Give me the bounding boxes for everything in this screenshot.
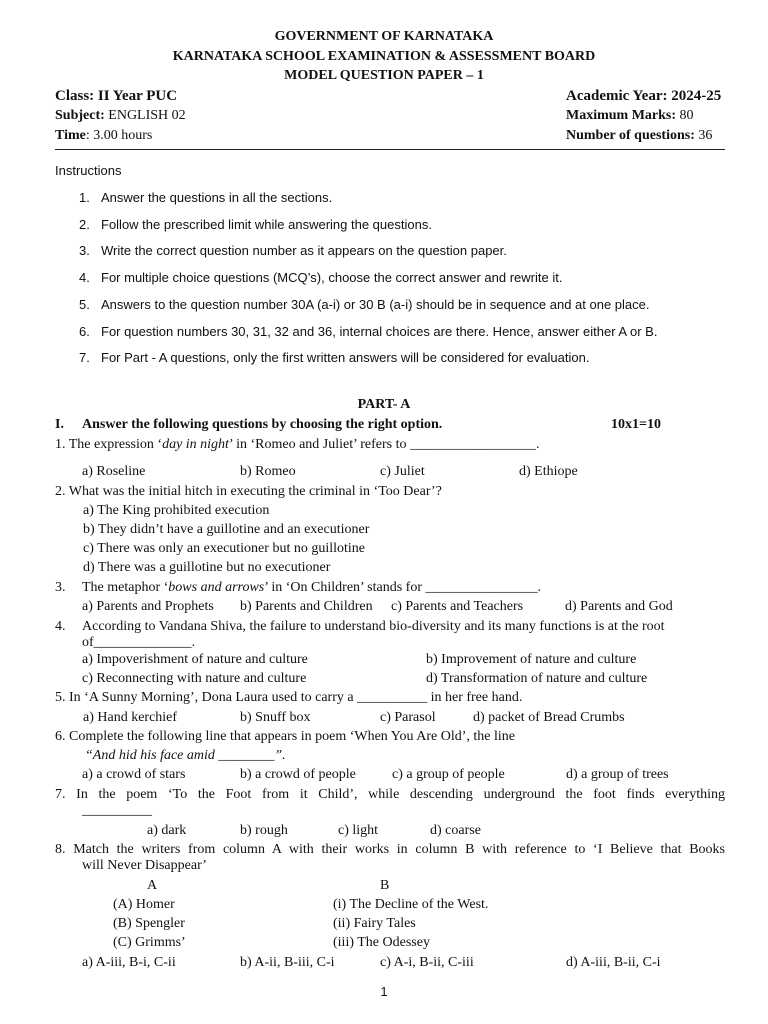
subject-value: ENGLISH 02 <box>108 108 186 123</box>
time-label: Time <box>55 128 86 143</box>
class-value: II Year PUC <box>97 88 178 104</box>
q5-option-a: a) Hand kerchief <box>83 710 178 725</box>
header-paper-title: MODEL QUESTION PAPER – 1 <box>284 68 484 83</box>
q2-option-d: d) There was a guillotine but no executioner <box>83 560 331 575</box>
match-row-2-b: (ii) Fairy Tales <box>333 916 416 931</box>
column-a-heading: A <box>147 878 158 893</box>
subject-info <box>55 108 186 124</box>
question-6: 6. Complete the following line that appears in poem ‘When You Are Old’, the line <box>55 729 515 744</box>
questions-count-label: Number of questions: <box>566 128 699 143</box>
marks-label: Maximum Marks: <box>566 108 680 123</box>
instruction-4-num: 4. <box>79 270 90 285</box>
match-row-2-a: (B) Spengler <box>113 916 185 931</box>
instruction-6-text: For question numbers 30, 31, 32 and 36, internal choices are there. Hence, answer either A or B. <box>101 324 658 339</box>
instruction-5-num: 5. <box>79 297 90 312</box>
q2-option-b: b) They didn’t have a guillotine and an executioner <box>83 522 370 537</box>
class-info <box>55 88 177 104</box>
q2-option-a: a) The King prohibited execution <box>83 503 270 518</box>
instruction-1-num: 1. <box>79 190 90 205</box>
question-8-line-2: will Never Disappear’ <box>82 858 207 873</box>
year-label: Academic Year: <box>566 88 672 104</box>
q7-option-c: c) light <box>338 823 379 838</box>
question-3-number: 3. <box>55 580 66 595</box>
question-3-pre: The metaphor ‘ <box>82 580 169 595</box>
question-3-post: ’ in ‘On Children’ stands for ________________. <box>264 580 541 595</box>
year-info <box>566 88 721 104</box>
time-info <box>55 128 152 144</box>
match-row-3-a: (C) Grimms’ <box>113 935 186 950</box>
instruction-7-num: 7. <box>79 350 90 365</box>
question-3-emphasis: bows and arrows <box>168 580 265 595</box>
q3-option-c: c) Parents and Teachers <box>391 599 524 614</box>
question-1-emphasis: day in night <box>162 437 229 452</box>
question-7-blank: __________ <box>82 803 152 818</box>
instruction-5-text: Answers to the question number 30A (a-i) or 30 B (a-i) should be in sequence and at one place. <box>101 297 650 312</box>
question-4-line-1: According to Vandana Shiva, the failure to understand bio-diversity and its many functions is at the root <box>82 619 665 634</box>
instruction-6-num: 6. <box>79 324 90 339</box>
question-1 <box>55 437 540 453</box>
subject-label: Subject: <box>55 108 109 123</box>
q4-option-c: c) Reconnecting with nature and culture <box>82 671 307 686</box>
section-number: I. <box>55 417 64 432</box>
question-1-post: ’ in ‘Romeo and Juliet’ refers to __________________. <box>228 437 540 452</box>
q3-option-d: d) Parents and God <box>565 599 673 614</box>
question-3 <box>82 580 541 596</box>
instructions-title: Instructions <box>55 163 122 178</box>
q3-option-a: a) Parents and Prophets <box>82 599 214 614</box>
question-7-line-1: 7. In the poem ‘To the Foot from it Child’, while descending underground the foot finds everything <box>55 787 725 802</box>
instruction-3-text: Write the correct question number as it appears on the question paper. <box>101 243 507 258</box>
questions-count-info <box>566 128 712 144</box>
question-4-number: 4. <box>55 619 66 634</box>
marks-value: 80 <box>679 108 694 123</box>
part-a-title: PART- A <box>357 397 411 412</box>
instruction-4-text: For multiple choice questions (MCQ’s), choose the correct answer and rewrite it. <box>101 270 563 285</box>
questions-count-value: 36 <box>698 128 713 143</box>
q3-option-b: b) Parents and Children <box>240 599 373 614</box>
instruction-3-num: 3. <box>79 243 90 258</box>
question-5: 5. In ‘A Sunny Morning’, Dona Laura used to carry a __________ in her free hand. <box>55 690 523 705</box>
question-2: 2. What was the initial hitch in executing the criminal in ‘Too Dear’? <box>55 484 442 499</box>
q8-option-a: a) A-iii, B-i, C-ii <box>82 955 176 970</box>
q7-option-d: d) coarse <box>430 823 481 838</box>
q4-option-a: a) Impoverishment of nature and culture <box>82 652 308 667</box>
marks-info <box>566 108 694 124</box>
q5-option-b: b) Snuff box <box>240 710 311 725</box>
column-b-heading: B <box>380 878 390 893</box>
q4-option-b: b) Improvement of nature and culture <box>426 652 637 667</box>
q5-option-d: d) packet of Bread Crumbs <box>473 710 625 725</box>
match-row-1-b: (i) The Decline of the West. <box>333 897 489 912</box>
q6-option-c: c) a group of people <box>392 767 505 782</box>
q5-option-c: c) Parasol <box>380 710 436 725</box>
question-1-pre: 1. The expression ‘ <box>55 437 163 452</box>
q7-option-a: a) dark <box>147 823 187 838</box>
q2-option-c: c) There was only an executioner but no guillotine <box>83 541 365 556</box>
year-value: 2024-25 <box>671 88 722 104</box>
header-board: KARNATAKA SCHOOL EXAMINATION & ASSESSMENT BOARD <box>172 49 596 64</box>
instruction-2-num: 2. <box>79 217 90 232</box>
q7-option-b: b) rough <box>240 823 288 838</box>
page-number: 1 <box>380 984 388 999</box>
q1-option-c: c) Juliet <box>380 464 425 479</box>
instruction-1-text: Answer the questions in all the sections. <box>101 190 333 205</box>
match-row-3-b: (iii) The Odessey <box>333 935 430 950</box>
q1-option-d: d) Ethiope <box>519 464 578 479</box>
q8-option-b: b) A-ii, B-iii, C-i <box>240 955 335 970</box>
header-government: GOVERNMENT OF KARNATAKA <box>274 29 494 44</box>
header-divider <box>55 149 725 150</box>
time-value: : 3.00 hours <box>85 128 153 143</box>
instruction-7-text: For Part - A questions, only the first written answers will be considered for evaluation. <box>101 350 590 365</box>
q8-option-d: d) A-iii, B-ii, C-i <box>566 955 661 970</box>
q1-option-a: a) Roseline <box>82 464 146 479</box>
q4-option-d: d) Transformation of nature and culture <box>426 671 648 686</box>
section-marks: 10x1=10 <box>611 417 661 432</box>
q1-option-b: b) Romeo <box>240 464 296 479</box>
q8-option-c: c) A-i, B-ii, C-iii <box>380 955 474 970</box>
instruction-2-text: Follow the prescribed limit while answering the questions. <box>101 217 432 232</box>
q6-option-d: d) a group of trees <box>566 767 669 782</box>
question-8-line-1: 8. Match the writers from column A with their works in column B with reference to ‘I Believe that Books <box>55 842 725 857</box>
q6-option-a: a) a crowd of stars <box>82 767 186 782</box>
question-6-quote: “And hid his face amid ________”. <box>85 748 286 763</box>
q6-option-b: b) a crowd of people <box>240 767 356 782</box>
class-label: Class: <box>55 88 98 104</box>
section-instruction: Answer the following questions by choosing the right option. <box>82 417 443 432</box>
match-row-1-a: (A) Homer <box>113 897 175 912</box>
question-4-line-2: of______________. <box>82 635 196 650</box>
